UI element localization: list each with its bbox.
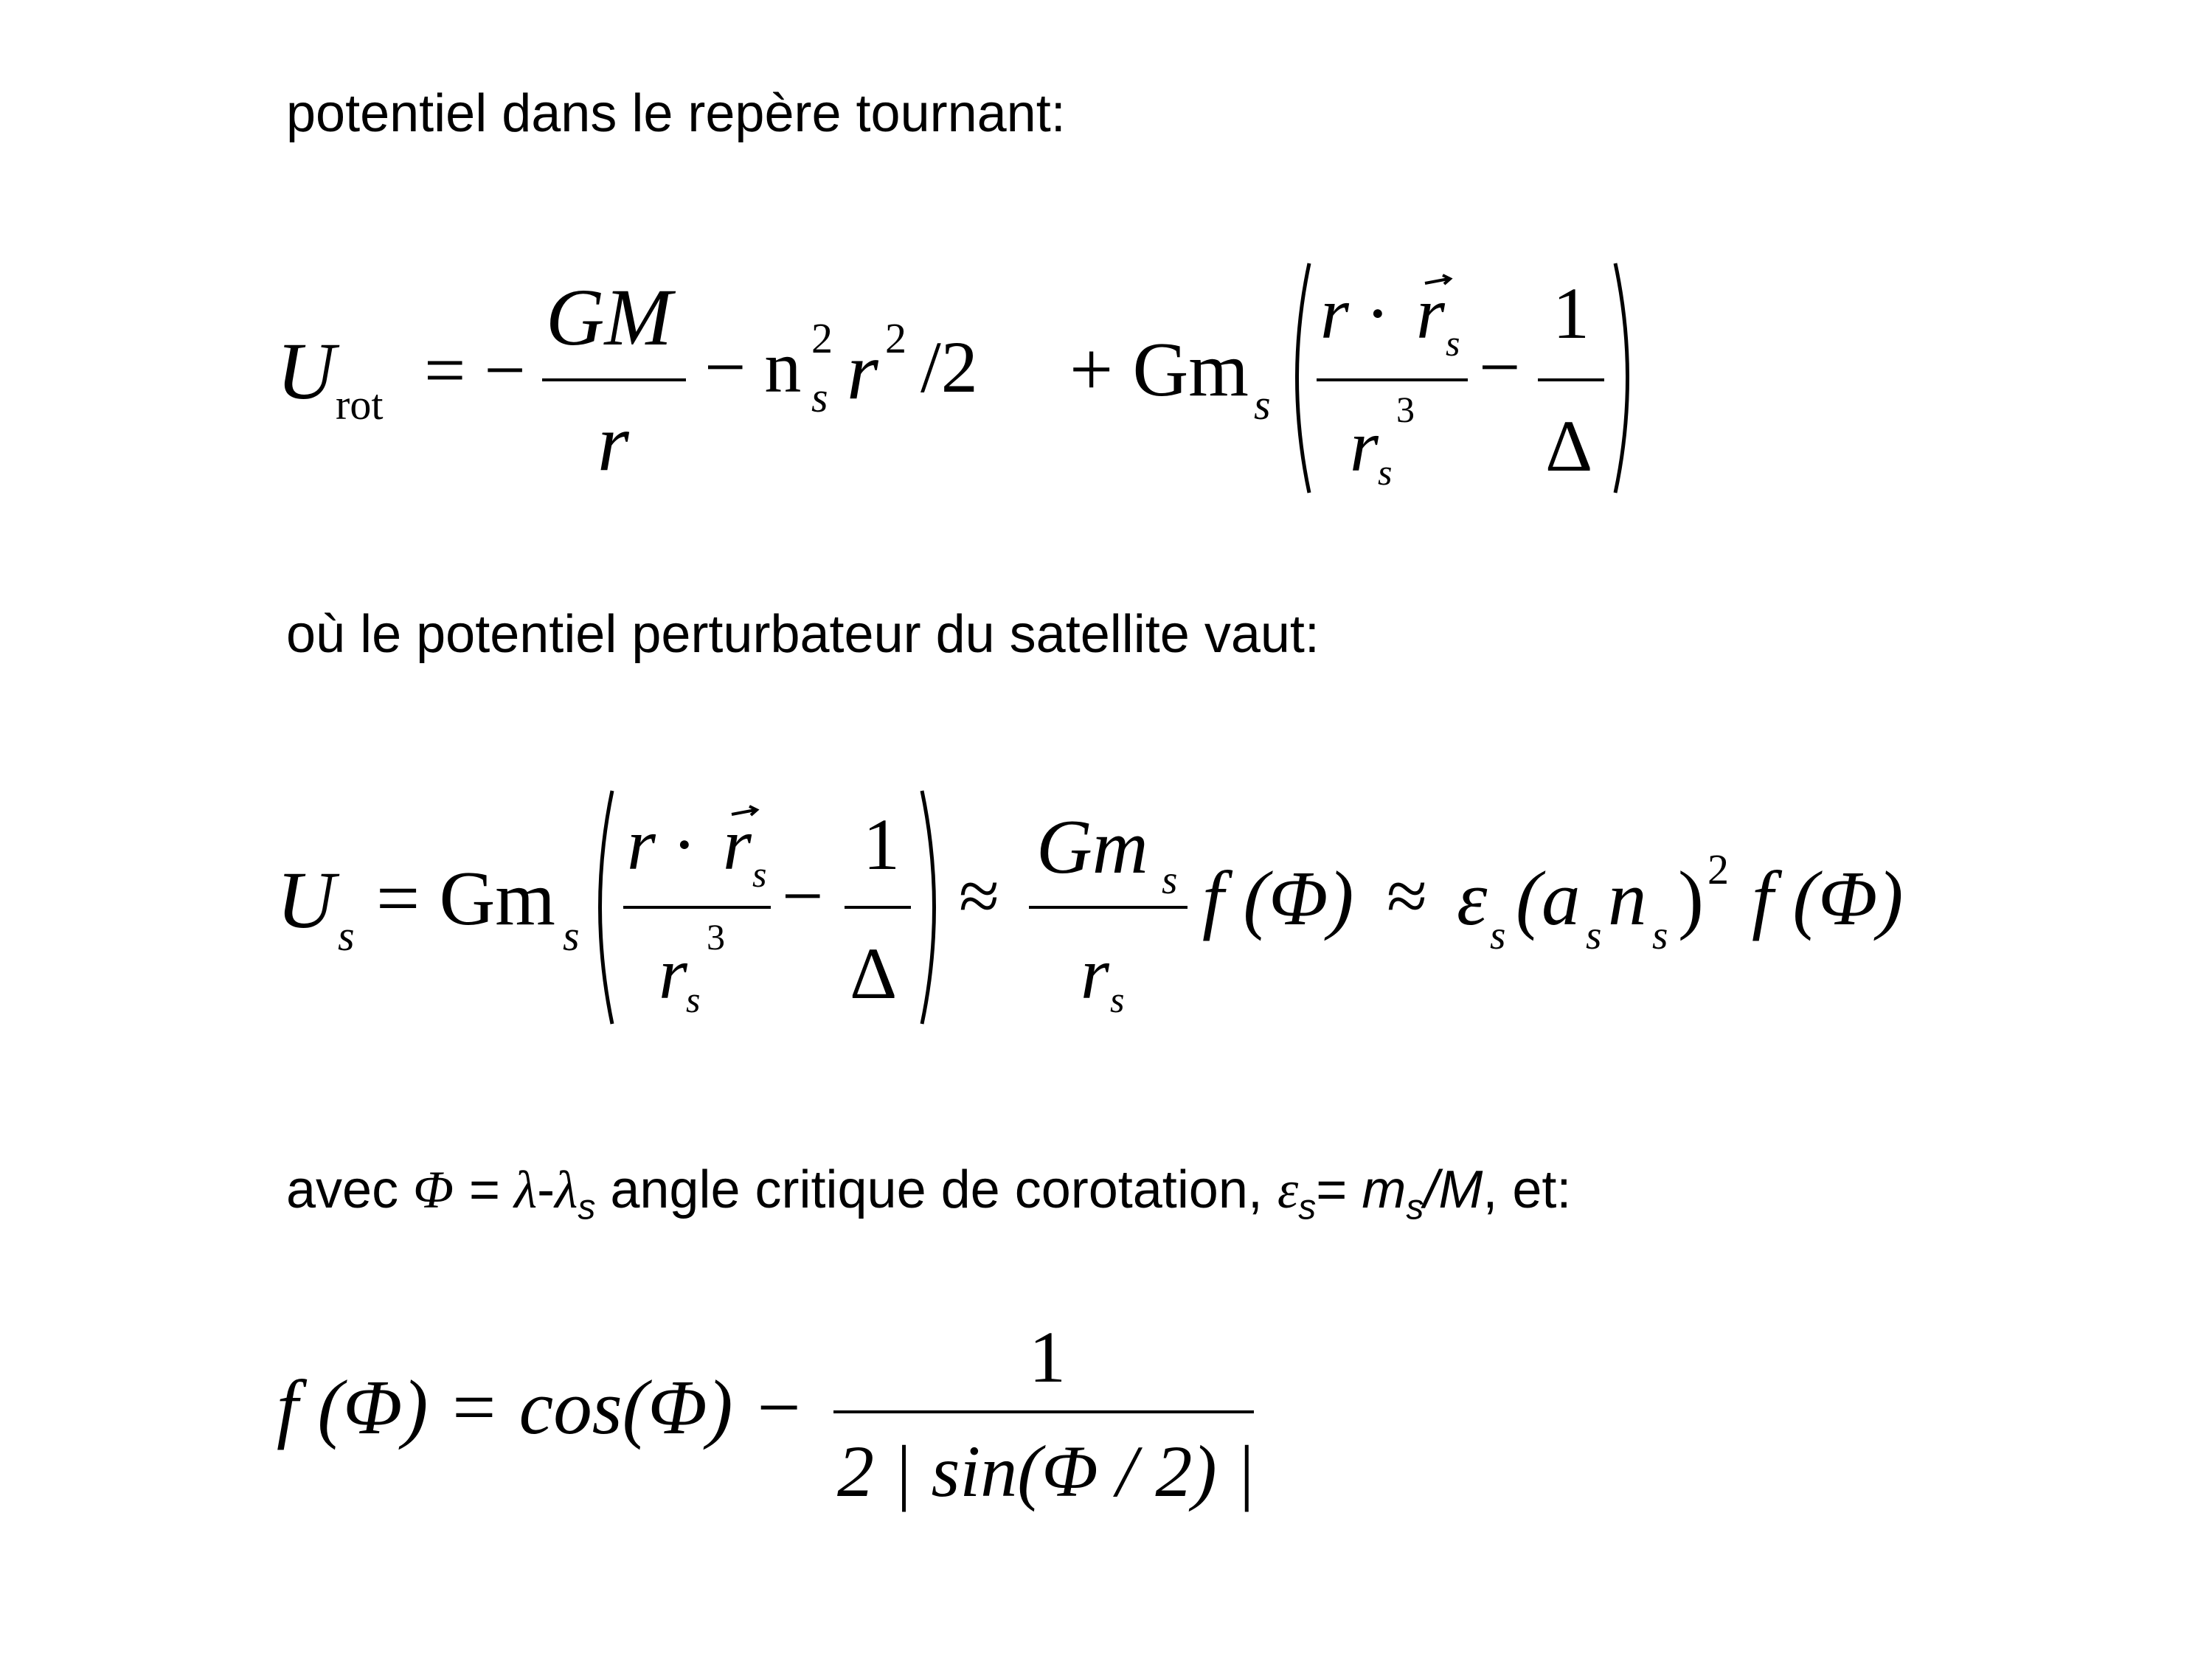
fraction-bar — [1029, 906, 1188, 909]
heading-satellite-potential: où le potentiel perturbateur du satellite vaut: — [286, 605, 1320, 664]
left-paren — [1283, 262, 1313, 494]
slide: potentiel dans le repère tournant: où le potentiel perturbateur du satellite vaut: avec $\Phi = \lambda-\lambda_s$ angle critique de corotation, $\varepsilon_s= m_s/M$, et: U rot = − GM r − n 2 s r 2 /2 + Gm s r · r s r 3 s − 1 Δ U s = Gm s r · r s r 3 s − 1 Δ ≈ Gm s r s f (Φ) ≈ ε s (a s n s ) 2 f (Φ) f (Φ) = cos(Φ) − 1 2 | sin(Φ / 2) | — [277, 84, 1904, 1512]
phi-symbol: Φ — [413, 1160, 454, 1219]
right-paren — [918, 789, 948, 1025]
epsilon-symbol: ε — [1277, 1160, 1299, 1219]
fraction-bar — [542, 378, 686, 381]
heading-rotating-frame: potentiel dans le repère tournant: — [286, 84, 1066, 143]
fraction-bar — [623, 906, 771, 909]
right-paren — [1612, 262, 1641, 494]
lambda-s-symbol: λ — [555, 1160, 578, 1219]
fraction-bar — [1538, 378, 1604, 381]
fraction-bar — [833, 1410, 1254, 1413]
fraction-bar — [1317, 378, 1468, 381]
definition-line: avec $\Phi = \lambda-\lambda_s$ angle critique de corotation, $\varepsilon_s= m_s/M$, et: — [286, 1160, 1572, 1227]
fraction-bar — [845, 906, 911, 909]
lambda-symbol: λ — [513, 1160, 538, 1219]
left-paren — [586, 789, 616, 1025]
